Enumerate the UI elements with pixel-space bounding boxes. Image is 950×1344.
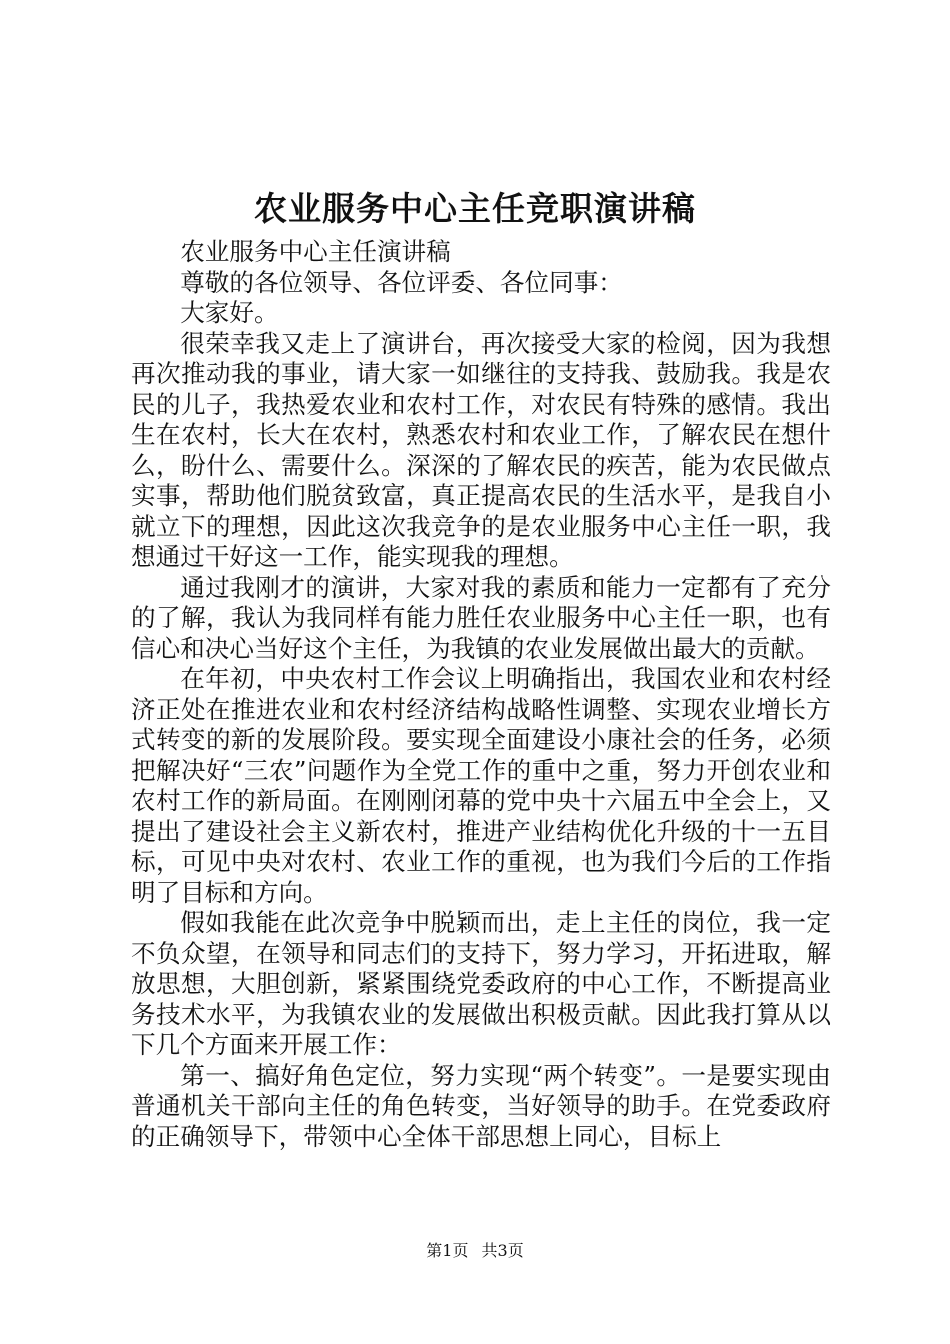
paragraph-ability: 通过我刚才的演讲，大家对我的素质和能力一定都有了充分的了解，我认为我同样有能力胜任农业服务中心主任一职，也有信心和决心当好这个主任，为我镇的农业发展做出最大的贡献。 (131, 572, 831, 663)
paragraph-policy: 在年初，中央农村工作会议上明确指出，我国农业和农村经济正处在推进农业和农村经济结构战略性调整、实现农业增长方式转变的新的发展阶段。要实现全面建设小康社会的任务，必须把解决好“三农”问题作为全党工作的重中之重，努力开创农业和农村工作的新局面。在刚刚闭幕的党中央十六届五中全会上，又提出了建设社会主义新农村，推进产业结构优化升级的十一五目标，可见中央对农村、农业工作的重视，也为我们今后的工作指明了目标和方向。 (131, 664, 831, 907)
page-number: 第1页 (426, 1241, 469, 1260)
page-footer (0, 1240, 950, 1262)
paragraph-first-point: 第一、搞好角色定位，努力实现“两个转变”。一是要实现由普通机关干部向主任的角色转变，当好领导的助手。在党委政府的正确领导下，带领中心全体干部思想上同心，目标上 (131, 1060, 831, 1151)
paragraph-commitment: 假如我能在此次竞争中脱颖而出，走上主任的岗位，我一定不负众望，在领导和同志们的支持下，努力学习，开拓进取，解放思想，大胆创新，紧紧围绕党委政府的中心工作，不断提高业务技术水平，为我镇农业的发展做出积极贡献。因此我打算从以下几个方面来开展工作： (131, 908, 831, 1059)
document-body (131, 237, 831, 1152)
page-total: 共3页 (481, 1241, 524, 1260)
paragraph-intro: 很荣幸我又走上了演讲台，再次接受大家的检阅，因为我想再次推动我的事业，请大家一如继往的支持我、鼓励我。我是农民的儿子，我热爱农业和农村工作，对农民有特殊的感情。我出生在农村，长大在农村，熟悉农村和农业工作，了解农民在想什么，盼什么、需要什么。深深的了解农民的疾苦，能为农民做点实事，帮助他们脱贫致富，真正提高农民的生活水平，是我自小就立下的理想，因此这次我竞争的是农业服务中心主任一职，我想通过干好这一工作，能实现我的理想。 (131, 328, 831, 571)
document-title: 农业服务中心主任竞职演讲稿 (254, 189, 696, 228)
paragraph-greeting: 大家好。 (180, 298, 279, 327)
paragraph-subtitle: 农业服务中心主任演讲稿 (180, 237, 451, 266)
paragraph-salutation: 尊敬的各位领导、各位评委、各位同事： (180, 267, 623, 297)
